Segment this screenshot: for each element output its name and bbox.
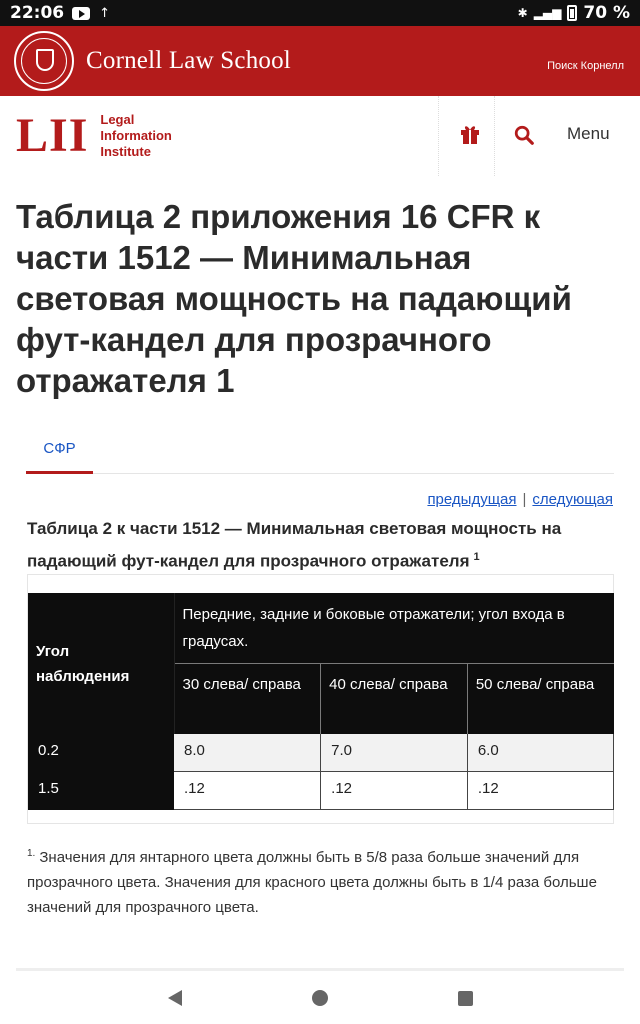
system-nav-bar [0,972,640,1024]
lii-logo-letters: LII [16,109,89,162]
youtube-notification-icon [72,7,90,20]
menu-button[interactable]: Menu [567,124,610,143]
lii-logo-line3: Institute [100,144,151,159]
pager-separator: | [522,491,527,508]
table-cell: .12 [174,772,321,810]
header-50: 50 слева/ справа [467,664,613,734]
cornell-seal-logo[interactable] [14,31,74,91]
table-caption-text: Таблица 2 к части 1512 — Минимальная световая мощность на падающий фут-кандел для прозрачного отражателя [27,519,562,571]
upload-icon: ↑ [99,5,111,21]
footnote-marker: 1. [27,848,36,859]
lii-logo-text [100,112,172,160]
table-cell: 8.0 [174,734,321,772]
status-time: 22:06 [10,3,65,23]
tab-cfr[interactable]: СФР [26,432,93,474]
pager [427,491,613,508]
tab-bar [26,432,614,474]
header-40: 40 слева/ справа [321,664,468,734]
signal-icon: ▂▄▆ [533,6,562,20]
table-cell: 7.0 [321,734,468,772]
status-bar [0,0,640,26]
prev-link[interactable]: предыдущая [427,491,517,508]
page-title: Таблица 2 приложения 16 CFR к части 1512 — Минимальная световая мощность на падающий фут-кандел для прозрачного отражателя 1 [16,198,572,399]
bluetooth-icon: ✱ [517,6,528,20]
divider [494,96,495,176]
table-cell: 6.0 [467,734,613,772]
header-observation-angle: Угол наблюдения [28,593,174,734]
gift-icon[interactable] [458,122,482,146]
next-link[interactable]: следующая [532,491,613,508]
lii-logo-line1: Legal [100,112,135,127]
table-caption-footnote-ref[interactable]: 1 [473,551,480,563]
divider [16,968,624,971]
cornell-header [0,26,640,96]
table-cell: .12 [321,772,468,810]
row-angle: 0.2 [28,734,174,772]
battery-icon [567,5,577,21]
back-icon[interactable] [168,990,182,1006]
table-cell: .12 [467,772,613,810]
header-30: 30 слева/ справа [174,664,321,734]
battery-percent: 70 % [583,3,630,23]
header-entrance-angle-group: Передние, задние и боковые отражатели; угол входа в градусах. [174,593,614,664]
table-container [27,574,614,824]
cornell-wordmark[interactable]: Cornell Law School [86,47,291,74]
divider [438,96,439,176]
lii-header [0,96,640,176]
lii-logo-line2: Information [100,128,172,143]
table-caption [27,515,617,576]
row-angle: 1.5 [28,772,174,810]
home-icon[interactable] [312,990,328,1006]
recent-apps-icon[interactable] [458,991,473,1006]
lii-logo[interactable] [16,109,172,162]
table-row [28,734,614,772]
reflector-table [28,593,614,810]
footnote [27,841,597,920]
cornell-search-link[interactable]: Поиск Корнелл [547,60,624,72]
footnote-text: Значения для янтарного цвета должны быть в 5/8 раза больше значений для прозрачного цвета. Значения для красного цвета должны быть в 1/4 раза больше значений для прозрачного цвета. [27,849,597,916]
search-icon[interactable] [513,124,535,146]
table-row [28,772,614,810]
